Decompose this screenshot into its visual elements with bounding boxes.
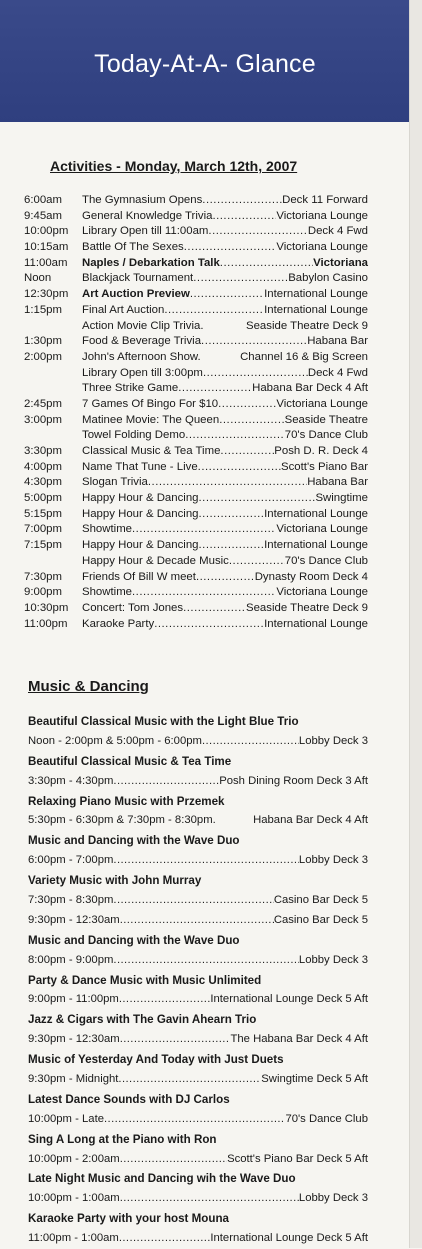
activity-location: 70's Dance Club — [284, 554, 368, 567]
activity-location: International Lounge — [264, 303, 368, 316]
music-time: 3:30pm - 4:30pm — [28, 774, 114, 787]
activity-location: Deck 4 Fwd — [307, 366, 368, 379]
activity-entry — [82, 334, 368, 350]
activity-time: 3:00pm — [24, 413, 62, 426]
activity-text: Library Open till 3:00pm — [82, 366, 203, 379]
music-group-title: Music and Dancing with the Wave Duo — [28, 834, 240, 848]
leader-dots — [220, 444, 274, 460]
leader-dots — [229, 554, 285, 570]
music-slot — [28, 1070, 368, 1090]
music-location: 70's Dance Club — [285, 1112, 368, 1125]
activity-text: Towel Folding Demo — [82, 429, 186, 442]
leader-dots — [203, 366, 308, 382]
activity-text: Concert: Tom Jones — [82, 601, 184, 614]
activity-row — [24, 413, 368, 429]
activity-text: General Knowledge Trivia — [82, 209, 213, 222]
leader-dots — [202, 193, 282, 209]
activity-time: 7:00pm — [24, 523, 62, 536]
activity-row — [24, 538, 368, 554]
page-title: Today-At-A- Glance — [94, 50, 316, 78]
music-group-title: Latest Dance Sounds with DJ Carlos — [28, 1092, 230, 1106]
leader-dots — [132, 585, 276, 601]
music-group-title: Beautiful Classical Music with the Light Blue Trio — [28, 715, 299, 728]
activity-entry — [82, 601, 368, 617]
activity-row — [24, 334, 368, 350]
activity-location: Babylon Casino — [288, 272, 368, 285]
music-slot — [28, 811, 368, 831]
activity-entry — [82, 287, 368, 303]
activity-location: Victoriana Lounge — [276, 241, 368, 254]
activity-location: International Lounge — [264, 507, 368, 520]
music-time: Noon - 2:00pm & 5:00pm - 6:00pm — [28, 734, 202, 747]
page-edge — [409, 0, 422, 1248]
activity-text: Slogan Trivia — [82, 476, 148, 489]
music-time: 9:30pm - 12:30am — [28, 1033, 120, 1046]
activity-entry — [82, 460, 368, 476]
activity-location: Posh D. R. Deck 4 — [274, 445, 368, 457]
music-time: 10:00pm - 1:00am — [28, 1192, 120, 1205]
leader-dots — [104, 1110, 285, 1130]
activity-location: Deck 4 Fwd — [307, 225, 368, 238]
leader-dots — [199, 538, 265, 554]
activity-time: 10:30pm — [24, 601, 69, 614]
music-time: 10:00pm - Late — [28, 1112, 104, 1125]
activity-row — [24, 381, 368, 397]
activity-entry — [82, 381, 368, 397]
activity-location: Victoriana Lounge — [276, 209, 368, 222]
leader-dots — [120, 1150, 227, 1170]
leader-dots — [208, 224, 307, 240]
leader-dots — [193, 271, 288, 287]
activity-row — [24, 271, 368, 287]
leader-dots — [218, 397, 276, 413]
activity-entry — [82, 538, 368, 554]
activity-location: Deck 11 Forward — [282, 194, 368, 206]
activity-text: Happy Hour & Decade Music — [82, 554, 229, 567]
activity-text: 7 Games Of Bingo For $10 — [82, 397, 219, 410]
activity-row — [24, 570, 368, 586]
activity-time: 9:45am — [24, 209, 62, 222]
activity-row — [24, 303, 368, 319]
music-time: 6:00pm - 7:00pm — [28, 854, 114, 867]
music-slot — [28, 1189, 368, 1209]
music-group-title: Relaxing Piano Music with Przemek — [28, 794, 225, 808]
music-group-title: Jazz & Cigars with The Gavin Ahearn Trio — [28, 1013, 257, 1027]
activity-text: Final Art Auction — [82, 303, 165, 316]
activity-text: Food & Beverage Trivia — [82, 335, 202, 348]
activity-row — [24, 507, 368, 523]
activity-location: 70's Dance Club — [284, 429, 368, 442]
leader-dots — [154, 617, 264, 633]
leader-dots — [113, 851, 299, 871]
leader-dots — [132, 522, 276, 538]
music-time: 8:00pm - 9:00pm — [28, 953, 114, 966]
music-slot — [28, 990, 368, 1010]
leader-dots — [148, 475, 307, 491]
activity-entry — [82, 224, 368, 240]
music-group-title: Sing A Long at the Piano with Ron — [28, 1132, 217, 1146]
activity-time: 11:00pm — [24, 617, 68, 630]
activity-entry — [82, 554, 368, 570]
activity-row — [24, 475, 368, 491]
activity-entry — [82, 585, 368, 601]
activity-row — [24, 554, 368, 570]
activity-location: Victoriana — [313, 256, 368, 269]
leader-dots — [196, 570, 255, 586]
music-time: 9:00pm - 11:00pm — [28, 993, 119, 1006]
activity-text: Name That Tune - Live — [82, 460, 198, 473]
activity-text: Three Strike Game — [82, 382, 179, 395]
activity-time: 4:30pm — [24, 476, 62, 489]
activities-list — [24, 193, 368, 632]
leader-dots — [120, 1030, 231, 1050]
leader-dots — [202, 732, 299, 752]
activity-location: Channel 16 & Big Screen — [240, 350, 368, 363]
leader-dots — [219, 413, 284, 429]
activity-time: 11:00am — [24, 256, 68, 269]
leader-dots — [201, 334, 307, 350]
leader-dots — [120, 1189, 299, 1209]
music-list — [28, 712, 368, 1249]
music-slot — [28, 1229, 368, 1249]
activity-text: Battle Of The Sexes — [82, 241, 184, 254]
leader-dots — [119, 990, 211, 1010]
activity-time: 7:15pm — [24, 539, 62, 552]
activity-row — [24, 585, 368, 601]
music-heading: Music & Dancing — [28, 678, 149, 695]
activity-location: Victoriana Lounge — [276, 397, 368, 410]
activity-text: Matinee Movie: The Queen — [82, 413, 220, 426]
activity-text: Friends Of Bill W meet — [82, 570, 196, 583]
activity-row — [24, 601, 368, 617]
activity-text: Art Auction Preview — [82, 288, 190, 301]
music-group-title: Party & Dance Music with Music Unlimited — [28, 973, 262, 987]
activity-text: Naples / Debarkation Talk — [82, 256, 220, 269]
activity-row — [24, 522, 368, 538]
leader-dots — [190, 287, 264, 303]
activity-row — [24, 350, 368, 366]
leader-dots — [164, 303, 264, 319]
activity-text: Happy Hour & Dancing — [82, 492, 199, 505]
activity-row — [24, 319, 368, 335]
activity-entry — [82, 303, 368, 319]
activity-time: 5:00pm — [24, 492, 62, 505]
music-location: Swingtime Deck 5 Aft — [261, 1073, 368, 1086]
music-slot — [28, 891, 368, 911]
activities-heading: Activities - Monday, March 12th, 2007 — [50, 158, 298, 174]
leader-dots — [198, 460, 281, 476]
music-location: Lobby Deck 3 — [298, 953, 368, 966]
activity-text: Classical Music & Tea Time — [82, 445, 221, 457]
activity-location: Victoriana Lounge — [276, 523, 368, 536]
activity-entry — [82, 507, 368, 523]
music-group-title: Beautiful Classical Music & Tea Time — [28, 754, 232, 768]
leader-dots — [212, 209, 276, 225]
music-location: International Lounge Deck 5 Aft — [210, 1232, 368, 1245]
activity-entry — [82, 475, 368, 491]
leader-dots — [113, 891, 273, 911]
activity-entry — [82, 193, 368, 209]
activity-entry — [82, 444, 368, 460]
activity-location: Victoriana Lounge — [276, 586, 368, 599]
music-location: The Habana Bar Deck 4 Aft — [230, 1033, 368, 1046]
leader-dots — [119, 1229, 211, 1249]
activity-location: Habana Bar Deck 4 Aft — [252, 382, 368, 395]
leader-dots — [199, 491, 316, 507]
activity-location: Swingtime — [315, 492, 368, 505]
music-group-title: Late Night Music and Dancing wih the Wave Duo — [28, 1172, 296, 1186]
activity-entry — [82, 428, 368, 444]
leader-dots — [183, 601, 246, 617]
activity-location: Dynasty Room Deck 4 — [254, 570, 368, 583]
music-slot — [28, 1030, 368, 1050]
activity-entry — [82, 256, 368, 272]
leader-dots — [184, 240, 277, 256]
activity-text: Karaoke Party — [82, 617, 155, 630]
activity-text: Showtime — [82, 586, 133, 599]
activity-row — [24, 460, 368, 476]
music-time: 5:30pm - 6:30pm & 7:30pm - 8:30pm. — [28, 814, 216, 827]
activity-row — [24, 444, 368, 460]
activity-text: Action Movie Clip Trivia. — [82, 319, 204, 332]
activity-time: 5:15pm — [24, 507, 62, 520]
activity-row — [24, 209, 368, 225]
music-location: Posh Dining Room Deck 3 Aft — [219, 774, 368, 787]
leader-dots — [220, 256, 313, 272]
music-group-title: Music and Dancing with the Wave Duo — [28, 933, 240, 947]
activity-entry — [82, 617, 368, 633]
activity-location: International Lounge — [264, 539, 368, 552]
activity-entry — [82, 570, 368, 586]
music-time: 9:30pm - 12:30am — [28, 913, 120, 926]
activity-location: Habana Bar — [307, 476, 368, 489]
music-group-title: Karaoke Party with your host Mouna — [28, 1212, 229, 1226]
activity-time: 2:00pm — [24, 350, 62, 363]
music-time: 7:30pm - 8:30pm — [28, 894, 114, 907]
leader-dots — [199, 507, 265, 523]
activity-location: Scott's Piano Bar — [280, 460, 368, 473]
activity-row — [24, 366, 368, 382]
activity-time: Noon — [24, 272, 52, 285]
activity-row — [24, 428, 368, 444]
activity-time: 4:00pm — [24, 460, 62, 473]
music-slot — [28, 911, 368, 931]
activity-time: 10:00pm — [24, 225, 69, 238]
music-slot — [28, 851, 368, 871]
activity-row — [24, 224, 368, 240]
activity-location: International Lounge — [264, 288, 368, 301]
music-slot — [28, 1110, 368, 1130]
activity-entry — [82, 319, 368, 335]
header-banner — [0, 0, 410, 122]
activity-time: 1:30pm — [24, 335, 62, 348]
activity-entry — [82, 491, 368, 507]
activity-entry — [82, 271, 368, 287]
music-group-title: Music of Yesterday And Today with Just Duets — [28, 1053, 284, 1067]
activity-entry — [82, 240, 368, 256]
activity-location: Seaside Theatre Deck 9 — [246, 319, 368, 332]
music-location: International Lounge Deck 5 Aft — [210, 993, 368, 1006]
leader-dots — [113, 772, 219, 792]
activity-entry — [82, 413, 368, 429]
activity-entry — [82, 350, 368, 366]
activity-text: The Gymnasium Opens — [82, 194, 203, 206]
activity-text: Showtime — [82, 523, 133, 536]
activity-entry — [82, 366, 368, 382]
music-time: 9:30pm - Midnight — [28, 1073, 119, 1086]
activity-text: John's Afternoon Show. — [82, 350, 201, 363]
activity-location: Seaside Theatre — [284, 413, 368, 426]
activity-time: 12:30pm — [24, 288, 69, 301]
activity-text: Happy Hour & Dancing — [82, 539, 199, 552]
activity-row — [24, 397, 368, 413]
music-slot — [28, 1150, 368, 1170]
music-time: 11:00pm - 1:00am — [28, 1232, 119, 1245]
activity-row — [24, 240, 368, 256]
music-location: Lobby Deck 3 — [298, 734, 368, 747]
activity-row — [24, 256, 368, 272]
activity-time: 10:15am — [24, 241, 69, 254]
activity-time: 9:00pm — [24, 586, 62, 599]
activity-row — [24, 491, 368, 507]
activity-location: Habana Bar — [307, 335, 368, 348]
activity-time: 1:15pm — [24, 303, 62, 316]
activity-time: 6:00am — [24, 194, 62, 206]
music-location: Scott's Piano Bar Deck 5 Aft — [227, 1152, 368, 1165]
music-slot — [28, 732, 368, 752]
music-location: Lobby Deck 3 — [298, 854, 368, 867]
activity-text: Happy Hour & Dancing — [82, 507, 199, 520]
leader-dots — [185, 428, 285, 444]
music-time: 10:00pm - 2:00am — [28, 1152, 120, 1165]
leader-dots — [120, 911, 274, 931]
activity-time: 7:30pm — [24, 570, 62, 583]
activity-entry — [82, 209, 368, 225]
music-location: Casino Bar Deck 5 — [273, 894, 368, 907]
leader-dots — [118, 1070, 261, 1090]
activity-row — [24, 287, 368, 303]
activity-row — [24, 193, 368, 209]
leader-dots — [178, 381, 252, 397]
music-slot — [28, 772, 368, 792]
activity-entry — [82, 397, 368, 413]
activity-text: Blackjack Tournament — [82, 272, 194, 285]
music-slot — [28, 951, 368, 971]
activity-location: International Lounge — [264, 617, 368, 630]
music-location: Casino Bar Deck 5 — [273, 913, 368, 926]
activity-entry — [82, 522, 368, 538]
music-location: Habana Bar Deck 4 Aft — [253, 814, 368, 827]
activity-time: 2:45pm — [24, 397, 62, 410]
music-location: Lobby Deck 3 — [298, 1192, 368, 1205]
music-group-title: Variety Music with John Murray — [28, 874, 202, 888]
activity-location: Seaside Theatre Deck 9 — [246, 601, 368, 614]
activity-time: 3:30pm — [24, 445, 62, 457]
activity-text: Library Open till 11:00am — [82, 225, 209, 238]
activity-row — [24, 617, 368, 633]
leader-dots — [113, 951, 299, 971]
